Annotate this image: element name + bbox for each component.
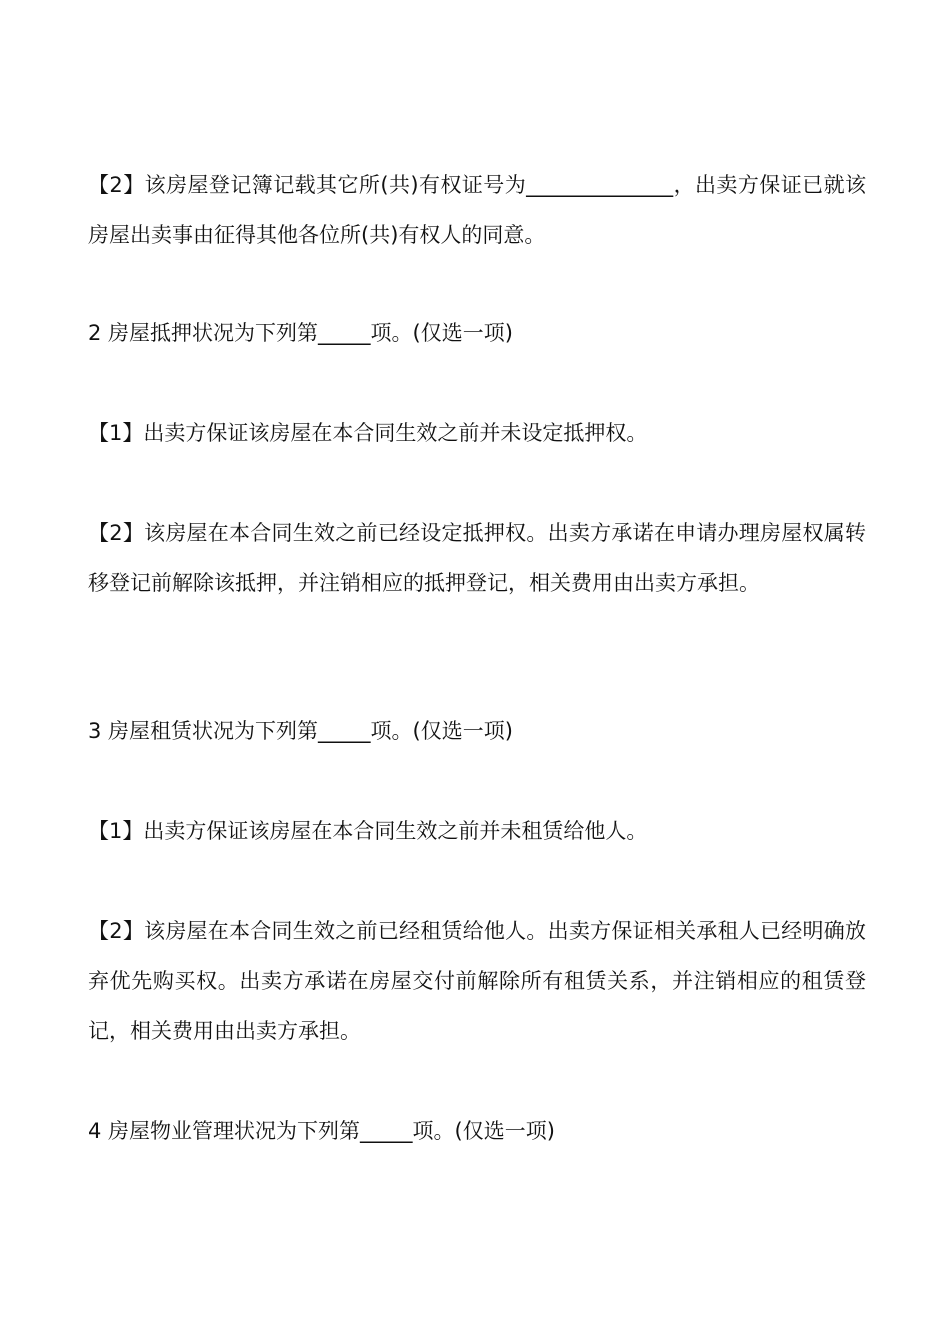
clause-mortgage-option-2: 【2】该房屋在本合同生效之前已经设定抵押权。出卖方承诺在申请办理房屋权属转移登记前解除该抵押，并注销相应的抵押登记，相关费用由出卖方承担。: [88, 521, 866, 595]
clause-property-management-heading: 4 房屋物业管理状况为下列第_____项。(仅选一项): [88, 1119, 555, 1143]
clause-lease-status-heading: 3 房屋租赁状况为下列第_____项。(仅选一项): [88, 719, 513, 743]
clause-mortgage-option-1: 【1】出卖方保证该房屋在本合同生效之前并未设定抵押权。: [88, 421, 648, 445]
clause-co-ownership-consent: 【2】该房屋登记簿记载其它所(共)有权证号为______________，出卖方保证已就该房屋出卖事由征得其他各位所(共)有权人的同意。: [88, 173, 866, 247]
clause-lease-option-1: 【1】出卖方保证该房屋在本合同生效之前并未租赁给他人。: [88, 819, 648, 843]
clause-lease-option-2: 【2】该房屋在本合同生效之前已经租赁给他人。出卖方保证相关承租人已经明确放弃优先购买权。出卖方承诺在房屋交付前解除所有租赁关系，并注销相应的租赁登记，相关费用由出卖方承担。: [88, 919, 866, 1043]
clause-mortgage-status-heading: 2 房屋抵押状况为下列第_____项。(仅选一项): [88, 321, 513, 345]
